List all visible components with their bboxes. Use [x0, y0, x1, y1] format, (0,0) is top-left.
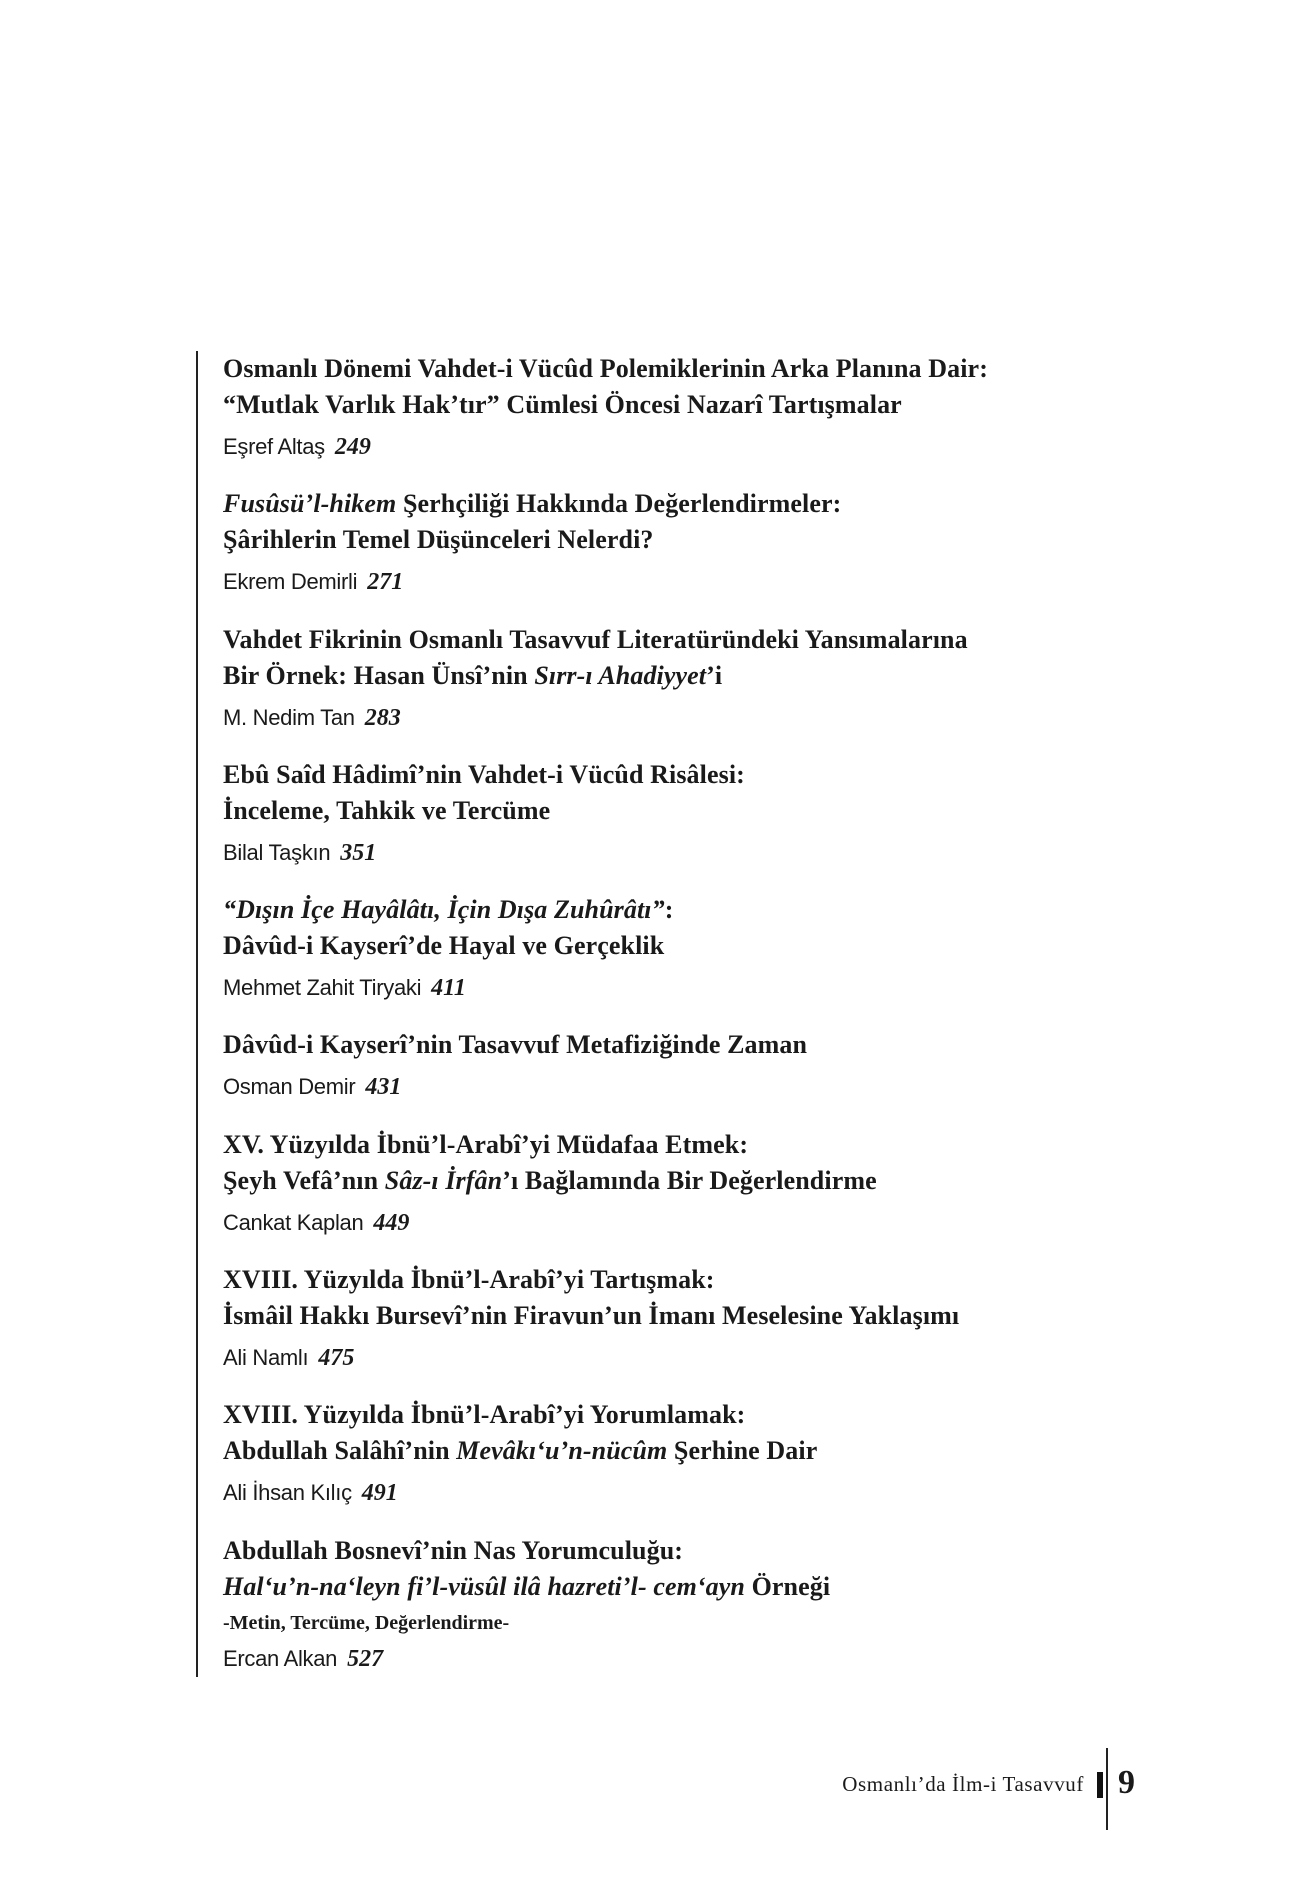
entry-title-line	[223, 757, 1203, 793]
running-title: Osmanlı’da İlm-i Tasavvuf	[842, 1772, 1084, 1796]
entry-author: Ekrem Demirli	[223, 569, 358, 594]
title-run: Şeyh Vefâ’nın	[223, 1166, 385, 1195]
toc-entry[interactable]	[223, 1533, 1203, 1675]
title-run: ’ı Bağlamında Bir Değerlendirme	[502, 1166, 877, 1195]
entry-page-number: 351	[340, 840, 377, 866]
title-italic-run: Sâz-ı İrfân	[384, 1166, 503, 1195]
entry-page-number: 283	[364, 705, 401, 731]
title-run: Şârihlerin Temel Düşünceleri Nelerdi?	[223, 525, 654, 554]
title-italic-run: Hal‘u’n-na‘leyn fi’l-vüsûl ilâ hazreti’l- cem‘ayn	[223, 1572, 745, 1601]
entry-title-line	[223, 1262, 1203, 1298]
entry-subtitle: -Metin, Tercüme, Değerlendirme-	[223, 1612, 510, 1634]
title-italic-run: Fusûsü’l-hikem	[223, 489, 397, 518]
entry-title-line	[223, 658, 1203, 694]
toc-entry[interactable]	[223, 486, 1203, 598]
entry-title-line	[223, 351, 1203, 387]
entry-author: Ali İhsan Kılıç	[223, 1480, 352, 1505]
title-run: İsmâil Hakkı Bursevî’nin Firavun’un İmanı Meselesine Yaklaşımı	[223, 1301, 960, 1330]
entry-byline	[223, 566, 1203, 598]
entry-author: Osman Demir	[223, 1074, 356, 1099]
entry-page-number: 491	[361, 1480, 398, 1506]
entry-author: Ercan Alkan	[223, 1646, 338, 1671]
title-run: ’i	[706, 661, 723, 690]
title-run: Ebû Saîd Hâdimî’nin Vahdet-i Vücûd Risâlesi:	[223, 760, 745, 789]
title-run: Dâvûd-i Kayserî’de Hayal ve Gerçeklik	[223, 931, 665, 960]
entry-title-line	[223, 486, 1203, 522]
title-italic-run: Mevâkı‘u’n-nücûm	[456, 1436, 668, 1465]
title-run: Abdullah Bosnevî’nin Nas Yorumculuğu:	[223, 1536, 684, 1565]
page-number: 9	[1118, 1764, 1135, 1801]
entry-byline	[223, 1477, 1203, 1509]
entry-byline	[223, 837, 1203, 869]
entry-title-line	[223, 522, 1203, 558]
entry-byline	[223, 431, 1203, 463]
entry-author: Mehmet Zahit Tiryaki	[223, 975, 422, 1000]
title-run: Abdullah Salâhî’nin	[223, 1436, 457, 1465]
entry-title-line	[223, 1127, 1203, 1163]
entry-author: M. Nedim Tan	[223, 705, 355, 730]
table-of-contents	[196, 351, 1198, 1677]
entry-page-number: 431	[365, 1074, 402, 1100]
page-marker-bar	[1097, 1772, 1103, 1798]
entry-title-line	[223, 1569, 1203, 1605]
entry-title-line	[223, 1397, 1203, 1433]
entry-title-line	[223, 928, 1203, 964]
toc-entry[interactable]	[223, 892, 1203, 1004]
entry-byline	[223, 1342, 1203, 1374]
entry-page-number: 527	[347, 1646, 384, 1672]
title-run: “Mutlak Varlık Hak’tır” Cümlesi Öncesi Nazarî Tartışmalar	[223, 390, 902, 419]
title-run: Dâvûd-i Kayserî’nin Tasavvuf Metafiziğinde Zaman	[223, 1030, 808, 1059]
entry-title-line	[223, 793, 1203, 829]
entry-page-number: 475	[318, 1345, 355, 1371]
toc-entry[interactable]	[223, 1027, 1203, 1103]
title-run: Vahdet Fikrinin Osmanlı Tasavvuf Literatüründeki Yansımalarına	[223, 625, 968, 654]
entry-byline	[223, 1071, 1203, 1103]
entry-byline	[223, 972, 1203, 1004]
entry-title-line	[223, 1533, 1203, 1569]
entry-byline	[223, 1207, 1203, 1239]
toc-entry[interactable]	[223, 622, 1203, 734]
entry-page-number: 249	[334, 434, 371, 460]
entry-page-number: 271	[367, 569, 404, 595]
title-run: Osmanlı Dönemi Vahdet-i Vücûd Polemiklerinin Arka Planına Dair:	[223, 354, 988, 383]
entry-title-line	[223, 892, 1203, 928]
title-run: Şerhine Dair	[667, 1436, 818, 1465]
toc-entry[interactable]	[223, 351, 1203, 463]
entry-page-number: 449	[373, 1210, 410, 1236]
entry-title-line	[223, 387, 1203, 423]
toc-entry[interactable]	[223, 757, 1203, 869]
entry-author: Eşref Altaş	[223, 434, 325, 459]
page-number-divider	[1106, 1748, 1108, 1830]
page-footer	[0, 1748, 1300, 1830]
entry-title-line	[223, 622, 1203, 658]
entry-title-line	[223, 1433, 1203, 1469]
title-run: Örneği	[744, 1572, 831, 1601]
title-run: XVIII. Yüzyılda İbnü’l-Arabî’yi Yorumlamak:	[223, 1400, 746, 1429]
entry-byline	[223, 1643, 1203, 1675]
title-run: Şerhçiliği Hakkında Değerlendirmeler:	[396, 489, 842, 518]
entry-title-line	[223, 1298, 1203, 1334]
title-italic-run: Sırr-ı Ahadiyyet	[534, 661, 707, 690]
toc-entry[interactable]	[223, 1262, 1203, 1374]
title-run: :	[664, 895, 674, 924]
entry-byline	[223, 702, 1203, 734]
entry-title-line	[223, 1163, 1203, 1199]
title-run: XV. Yüzyılda İbnü’l-Arabî’yi Müdafaa Etmek:	[223, 1130, 749, 1159]
entry-title-line	[223, 1027, 1203, 1063]
entry-author: Cankat Kaplan	[223, 1210, 364, 1235]
title-run: XVIII. Yüzyılda İbnü’l-Arabî’yi Tartışmak:	[223, 1265, 715, 1294]
title-italic-run: “Dışın İçe Hayâlâtı, İçin Dışa Zuhûrâtı”	[223, 895, 665, 924]
toc-entry[interactable]	[223, 1397, 1203, 1509]
entry-page-number: 411	[431, 975, 466, 1001]
title-run: Bir Örnek: Hasan Ünsî’nin	[223, 661, 535, 690]
entry-author: Bilal Taşkın	[223, 840, 331, 865]
toc-entry[interactable]	[223, 1127, 1203, 1239]
entry-author: Ali Namlı	[223, 1345, 309, 1370]
title-run: İnceleme, Tahkik ve Tercüme	[223, 796, 551, 825]
